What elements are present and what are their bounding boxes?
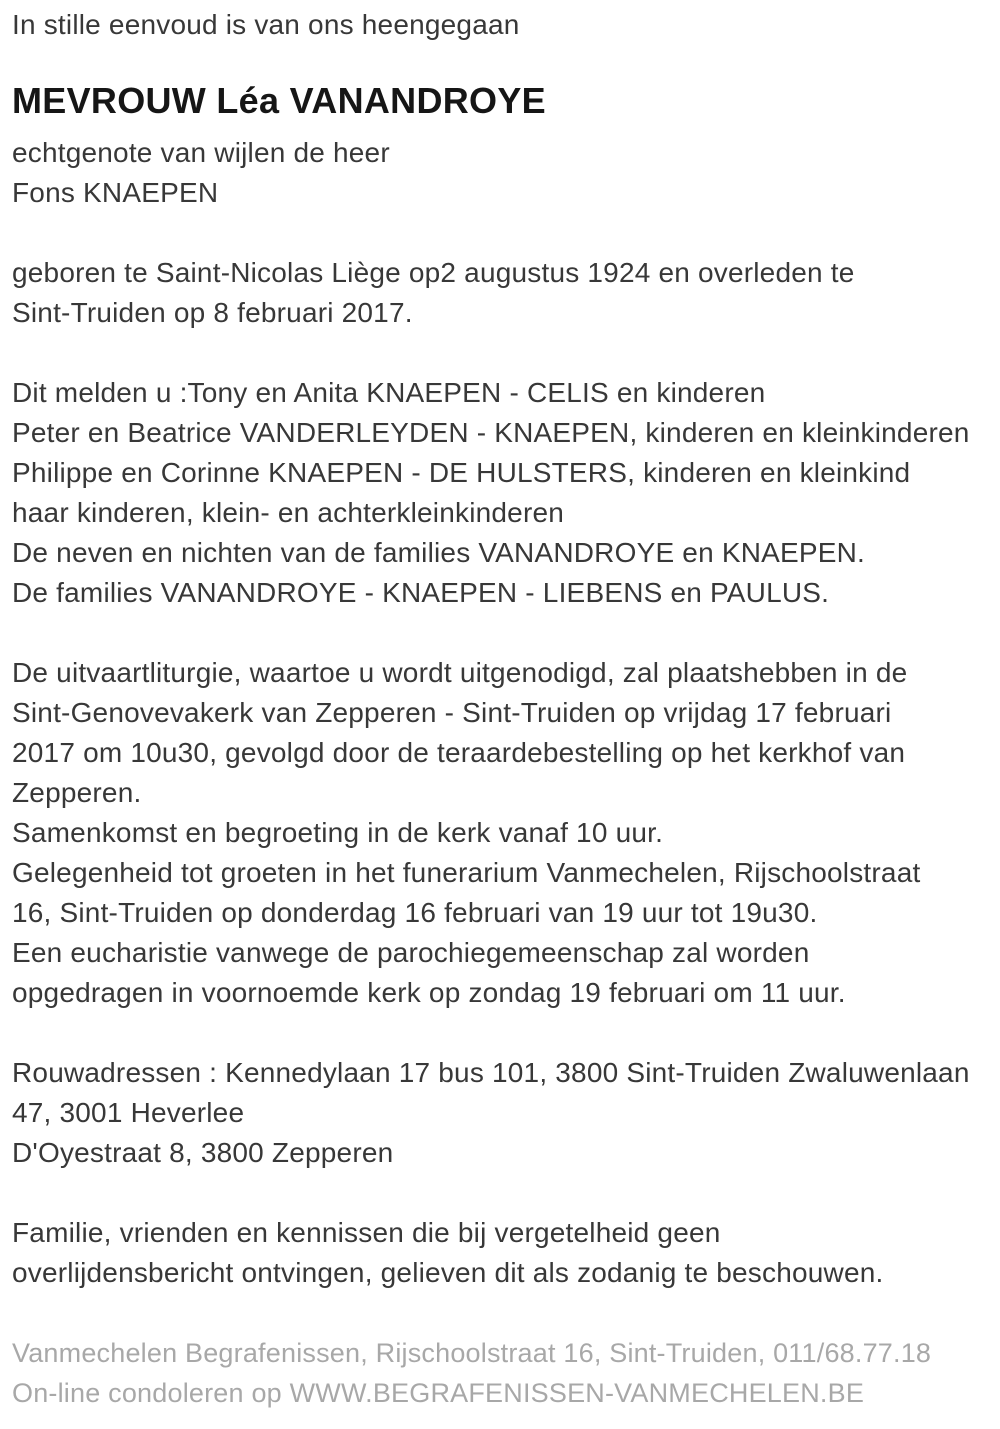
body-line: Een eucharistie vanwege de parochiegemeenschap zal worden <box>12 937 810 968</box>
body-line: Zepperen. <box>12 777 142 808</box>
intro-line: In stille eenvoud is van ons heengegaan <box>12 9 520 40</box>
body-line: Gelegenheid tot groeten in het funerarium Vanmechelen, Rijschoolstraat <box>12 857 921 888</box>
body-line: haar kinderen, klein- en achterkleinkinderen <box>12 497 565 528</box>
body-line: De uitvaartliturgie, waartoe u wordt uitgenodigd, zal plaatshebben in de <box>12 657 908 688</box>
body-line: De neven en nichten van de families VANANDROYE en KNAEPEN. <box>12 537 866 568</box>
body-line: opgedragen in voornoemde kerk op zondag 19 februari om 11 uur. <box>12 977 846 1008</box>
paragraph-family <box>12 373 990 613</box>
body-line: 47, 3001 Heverlee <box>12 1097 245 1128</box>
funeral-home-footer <box>12 1333 990 1413</box>
body-line: Dit melden u :Tony en Anita KNAEPEN - CELIS en kinderen <box>12 377 766 408</box>
body-line: overlijdensbericht ontvingen, gelieven dit als zodanig te beschouwen. <box>12 1257 884 1288</box>
body-line: D'Oyestraat 8, 3800 Zepperen <box>12 1137 394 1168</box>
body-line: Sint-Genovevakerk van Zepperen - Sint-Truiden op vrijdag 17 februari <box>12 697 892 728</box>
body-line: Sint-Truiden op 8 februari 2017. <box>12 297 413 328</box>
subtitle-line: Fons KNAEPEN <box>12 177 219 208</box>
page-title: MEVROUW Léa VANANDROYE <box>12 80 546 121</box>
footer-line: On-line condoleren op WWW.BEGRAFENISSEN-VANMECHELEN.BE <box>12 1378 865 1408</box>
body-line: Peter en Beatrice VANDERLEYDEN - KNAEPEN, kinderen en kleinkinderen <box>12 417 970 448</box>
paragraph-apology <box>12 1213 990 1293</box>
subtitle-line: echtgenote van wijlen de heer <box>12 137 390 168</box>
paragraph-mourning-addresses <box>12 1053 990 1173</box>
paragraph-birth-death <box>12 253 990 333</box>
subtitle-block <box>12 133 990 213</box>
footer-line: Vanmechelen Begrafenissen, Rijschoolstraat 16, Sint-Truiden, 011/68.77.18 <box>12 1338 932 1368</box>
body-line: 16, Sint-Truiden op donderdag 16 februari van 19 uur tot 19u30. <box>12 897 818 928</box>
body-line: De families VANANDROYE - KNAEPEN - LIEBENS en PAULUS. <box>12 577 830 608</box>
body-line: 2017 om 10u30, gevolgd door de teraardebestelling op het kerkhof van <box>12 737 906 768</box>
body-line: Familie, vrienden en kennissen die bij vergetelheid geen <box>12 1217 721 1248</box>
body-line: geboren te Saint-Nicolas Liège op2 augustus 1924 en overleden te <box>12 257 855 288</box>
body-line: Rouwadressen : Kennedylaan 17 bus 101, 3800 Sint-Truiden Zwaluwenlaan <box>12 1057 970 1088</box>
body-line: Samenkomst en begroeting in de kerk vanaf 10 uur. <box>12 817 664 848</box>
paragraph-service <box>12 653 990 1013</box>
body-line: Philippe en Corinne KNAEPEN - DE HULSTERS, kinderen en kleinkind <box>12 457 911 488</box>
